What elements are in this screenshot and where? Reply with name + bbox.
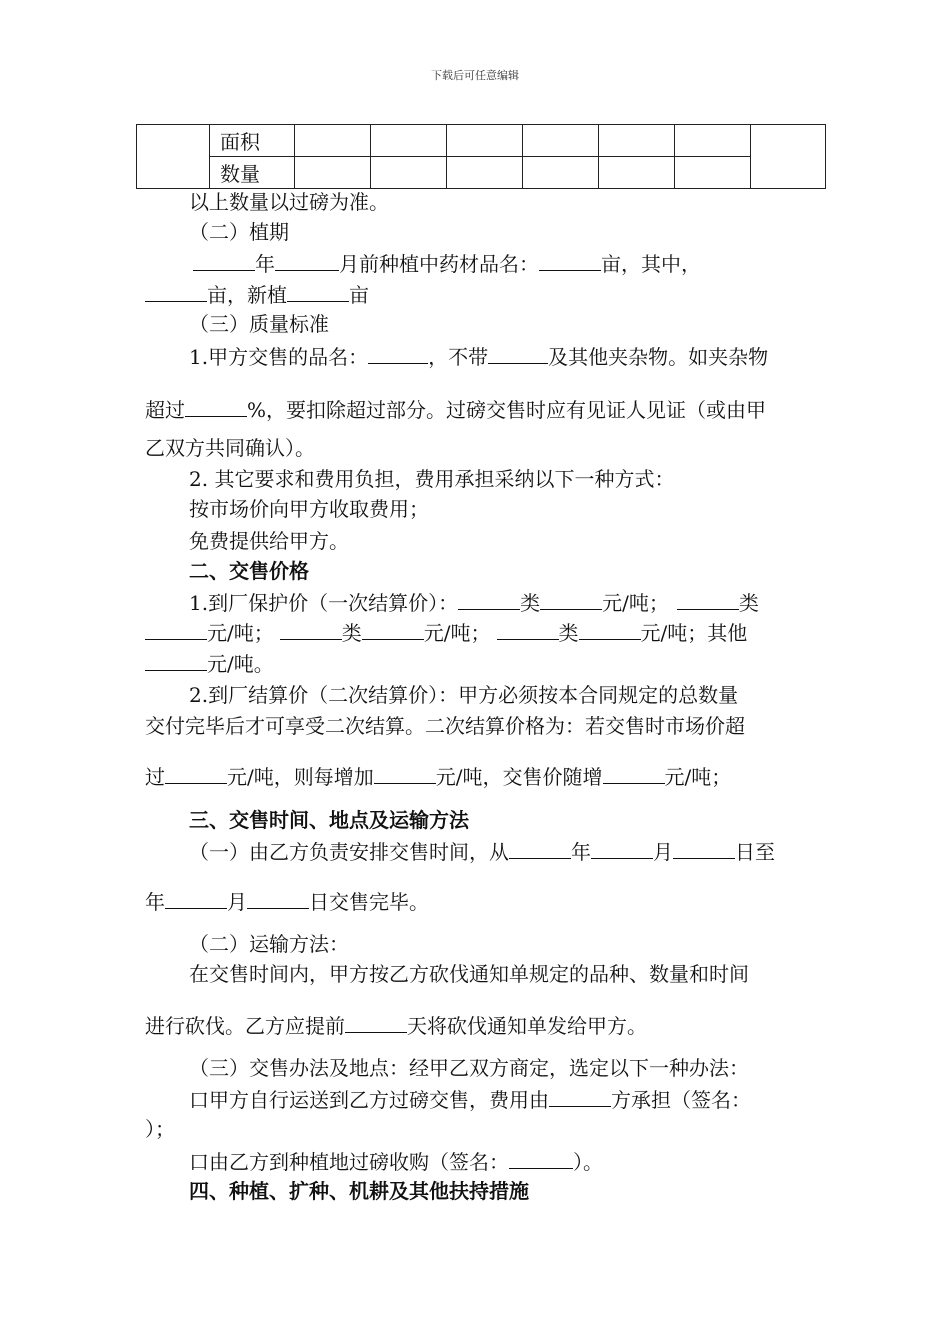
fill-blank[interactable]	[488, 341, 548, 364]
text-line: 亩，新植 亩	[145, 279, 369, 310]
fill-blank[interactable]	[145, 279, 207, 302]
fill-blank[interactable]	[193, 248, 255, 271]
text-line: 交付完毕后才可享受二次结算。二次结算价格为：若交售时市场价超	[145, 714, 745, 738]
table-label-quantity: 数量	[210, 157, 295, 189]
fill-blank[interactable]	[591, 836, 653, 859]
fill-blank[interactable]	[677, 587, 739, 610]
text-line: 进行砍伐。乙方应提前 天将砍伐通知单发给甲方。	[145, 1010, 647, 1041]
fill-blank[interactable]	[368, 341, 428, 364]
text-line: ）；	[145, 1117, 175, 1141]
text-line: （三）质量标准	[189, 312, 329, 336]
text-line: 口甲方自行运送到乙方过磅交售，费用由 方承担（签名：	[189, 1084, 751, 1115]
table-cell	[675, 157, 751, 189]
table-cell	[523, 157, 599, 189]
fill-blank[interactable]	[185, 394, 247, 417]
text-line: 乙双方共同确认）。	[145, 436, 315, 460]
table-cell	[295, 157, 371, 189]
section-heading: 二、交售价格	[189, 559, 309, 583]
table-cell	[599, 157, 675, 189]
text-line: （一）由乙方负责安排交售时间，从 年 月 日至	[189, 836, 775, 867]
fill-blank[interactable]	[673, 836, 735, 859]
text-line: （二）运输方法：	[189, 932, 349, 956]
table-row	[137, 157, 826, 189]
fill-blank[interactable]	[145, 617, 207, 640]
text-line: 2. 其它要求和费用负担，费用承担采纳以下一种方式：	[189, 467, 675, 491]
text-line: 过 元/吨，则每增加 元/吨，交售价随增 元/吨；	[145, 761, 731, 792]
table-cell	[371, 157, 447, 189]
text-line: 年 月前种植中药材品名： 亩，其中，	[193, 248, 701, 279]
fill-blank[interactable]	[275, 248, 339, 271]
fill-blank[interactable]	[145, 648, 207, 671]
text-line: 免费提供给甲方。	[189, 529, 349, 553]
table-cell	[447, 125, 523, 157]
fill-blank[interactable]	[362, 617, 424, 640]
fill-blank[interactable]	[539, 248, 601, 271]
fill-blank[interactable]	[280, 617, 342, 640]
text-line: 元/吨。	[145, 648, 274, 679]
table-cell	[295, 125, 371, 157]
section-heading: 四、种植、扩种、机耕及其他扶持措施	[189, 1179, 529, 1203]
text-line: 按市场价向甲方收取费用；	[189, 497, 429, 521]
text-line: 以上数量以过磅为准。	[189, 190, 389, 214]
fill-blank[interactable]	[165, 761, 227, 784]
table-row	[137, 125, 826, 157]
fill-blank[interactable]	[549, 1084, 611, 1107]
table-cell	[447, 157, 523, 189]
table-cell	[137, 125, 210, 189]
text-line: 口由乙方到种植地过磅收购（签名： ）。	[189, 1146, 603, 1177]
table-cell	[675, 125, 751, 157]
fill-blank[interactable]	[509, 836, 571, 859]
text-line: 2.到厂结算价（二次结算价）：甲方必须按本合同规定的总数量	[189, 683, 739, 707]
table-cell	[751, 125, 826, 189]
table-cell	[371, 125, 447, 157]
table-label-area: 面积	[210, 125, 295, 157]
text-line: 1.到厂保护价（一次结算价）： 类 元/吨； 类	[189, 587, 759, 618]
text-line: （二）植期	[189, 220, 289, 244]
area-quantity-table	[136, 124, 826, 189]
fill-blank[interactable]	[458, 587, 520, 610]
fill-blank[interactable]	[509, 1146, 573, 1169]
fill-blank[interactable]	[603, 761, 665, 784]
fill-blank[interactable]	[540, 587, 602, 610]
fill-blank[interactable]	[165, 886, 227, 909]
fill-blank[interactable]	[497, 617, 559, 640]
page-header: 下载后可任意编辑	[431, 69, 519, 82]
fill-blank[interactable]	[374, 761, 436, 784]
section-heading: 三、交售时间、地点及运输方法	[189, 808, 469, 832]
table-cell	[523, 125, 599, 157]
text-line: 元/吨； 类 元/吨； 类 元/吨；其他	[145, 617, 747, 648]
text-line: 1.甲方交售的品名： ，不带 及其他夹杂物。如夹杂物	[189, 341, 768, 372]
text-line: （三）交售办法及地点：经甲乙双方商定，选定以下一种办法：	[189, 1056, 749, 1080]
table-cell	[599, 125, 675, 157]
text-line: 在交售时间内，甲方按乙方砍伐通知单规定的品种、数量和时间	[189, 962, 749, 986]
fill-blank[interactable]	[345, 1010, 407, 1033]
text-line: 年 月 日交售完毕。	[145, 886, 429, 917]
fill-blank[interactable]	[287, 279, 349, 302]
fill-blank[interactable]	[247, 886, 309, 909]
fill-blank[interactable]	[579, 617, 641, 640]
text-line: 超过 %，要扣除超过部分。过磅交售时应有见证人见证（或由甲	[145, 394, 766, 425]
